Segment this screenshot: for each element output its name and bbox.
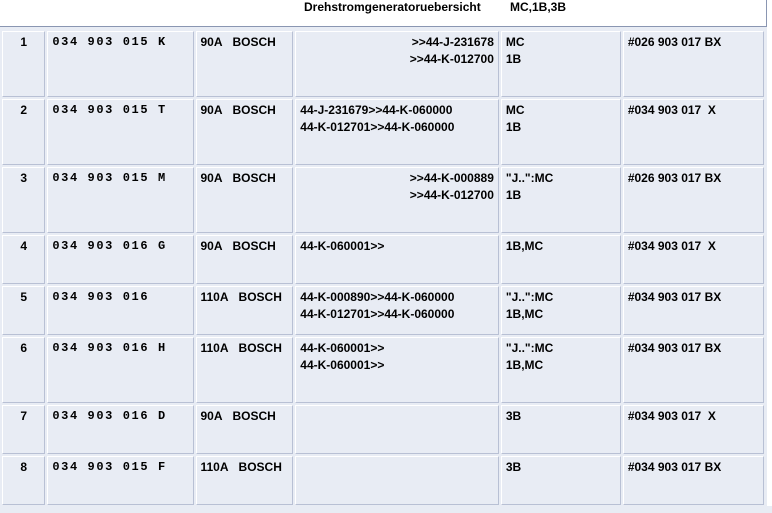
amperage: 90A [200,239,223,253]
amperage-maker [196,167,294,233]
bottom-strip [0,506,772,513]
models [501,235,621,284]
part-number-text: 034 903 016 G [52,239,167,253]
amperage-maker [196,235,294,284]
row-number [2,167,45,233]
amperage-maker [196,337,294,403]
models [501,405,621,454]
amperage: 110A [200,341,229,355]
row-number-text: 6 [20,341,28,355]
reference-part [623,405,764,454]
part-number-text: 034 903 015 K [52,35,167,49]
table-row [2,405,764,454]
amperage: 90A [200,171,223,185]
chassis-range-line: >>44-K-012700 [409,52,494,66]
row-number [2,456,45,505]
row-number-text: 8 [20,460,28,474]
amperage: 90A [200,103,223,117]
reference-part [623,31,764,97]
chassis-range-line: 44-K-060001>> [300,341,385,355]
manufacturer: BOSCH [232,239,276,253]
part-number [47,99,193,165]
row-number-text: 4 [20,239,28,253]
reference-part-text: #034 903 017 BX [627,460,722,474]
model-line: 1B,MC [505,307,544,321]
model-line: "J..":MC [505,290,554,304]
models [501,31,621,97]
reference-part [623,99,764,165]
model-line: MC [505,103,525,117]
amperage: 110A [200,460,229,474]
table-row [2,31,764,97]
header-models: MC,1B,3B [510,0,567,14]
row-number-text: 2 [20,103,28,117]
part-number-text: 034 903 015 T [52,103,167,117]
reference-part-text: #034 903 017 X [627,103,716,117]
models [501,337,621,403]
row-number [2,337,45,403]
chassis-range [295,337,499,403]
part-number-text: 034 903 016 D [52,409,167,423]
amperage-maker [196,456,294,505]
manufacturer: BOSCH [238,341,282,355]
models [501,167,621,233]
part-number [47,405,193,454]
reference-part-text: #034 903 017 X [627,239,716,253]
reference-part [623,167,764,233]
model-line: 1B [505,52,522,66]
reference-part [623,286,764,335]
table-row [2,99,764,165]
model-line: 1B [505,188,522,202]
model-line: "J..":MC [505,171,554,185]
table-row [2,235,764,284]
model-line: 1B,MC [505,358,544,372]
manufacturer: BOSCH [238,290,282,304]
row-number [2,235,45,284]
amperage: 110A [200,290,229,304]
models [501,456,621,505]
amperage-maker [196,99,294,165]
chassis-range-line: >>44-K-012700 [409,188,494,202]
reference-part [623,456,764,505]
part-number [47,286,193,335]
table-row [2,286,764,335]
chassis-range [295,235,499,284]
amperage: 90A [200,409,223,423]
row-number [2,99,45,165]
row-number-text: 3 [20,171,28,185]
row-number-text: 7 [20,409,28,423]
right-margin [767,0,772,506]
models [501,99,621,165]
part-number-text: 034 903 016 [52,290,150,304]
amperage-maker [196,286,294,335]
row-number [2,31,45,97]
amperage-maker [196,31,294,97]
chassis-range [295,167,499,233]
part-number [47,31,193,97]
part-number [47,456,193,505]
part-number [47,235,193,284]
part-number [47,167,193,233]
reference-part-text: #034 903 017 BX [627,341,722,355]
reference-part-text: #026 903 017 BX [627,35,722,49]
amperage-maker [196,405,294,454]
reference-part [623,337,764,403]
manufacturer: BOSCH [238,460,282,474]
row-number [2,286,45,335]
part-number-text: 034 903 015 M [52,171,167,185]
row-number-text: 1 [20,35,28,49]
chassis-range-line: 44-J-231679>>44-K-060000 [300,103,453,117]
part-number [47,337,193,403]
table-row [2,167,764,233]
chassis-range-line: 44-K-012701>>44-K-060000 [300,307,455,321]
header-bar [0,0,767,27]
model-line: MC [505,35,525,49]
model-line: "J..":MC [505,341,554,355]
chassis-range [295,405,499,454]
reference-part-text: #034 903 017 BX [627,290,722,304]
manufacturer: BOSCH [232,35,276,49]
chassis-range [295,456,499,505]
model-line: 1B,MC [505,239,544,253]
manufacturer: BOSCH [232,409,276,423]
manufacturer: BOSCH [232,103,276,117]
chassis-range [295,286,499,335]
chassis-range-line: >>44-J-231678 [411,35,494,49]
table-row [2,337,764,403]
reference-part-text: #026 903 017 BX [627,171,722,185]
chassis-range-line: >>44-K-000889 [409,171,494,185]
chassis-range-line: 44-K-060001>> [300,358,385,372]
row-number-text: 5 [20,290,28,304]
chassis-range-line: 44-K-060001>> [300,239,385,253]
reference-part-text: #034 903 017 X [627,409,716,423]
chassis-range-line: 44-K-012701>>44-K-060000 [300,120,455,134]
row-number [2,405,45,454]
part-number-text: 034 903 016 H [52,341,167,355]
model-line: 3B [505,460,522,474]
models [501,286,621,335]
manufacturer: BOSCH [232,171,276,185]
table-row [2,456,764,505]
chassis-range-line: 44-K-000890>>44-K-060000 [300,290,455,304]
page-title: Drehstromgeneratoruebersicht [304,0,481,14]
part-number-text: 034 903 015 F [52,460,167,474]
model-line: 1B [505,120,522,134]
chassis-range [295,99,499,165]
amperage: 90A [200,35,223,49]
model-line: 3B [505,409,522,423]
chassis-range [295,31,499,97]
generator-table [0,29,766,507]
reference-part [623,235,764,284]
